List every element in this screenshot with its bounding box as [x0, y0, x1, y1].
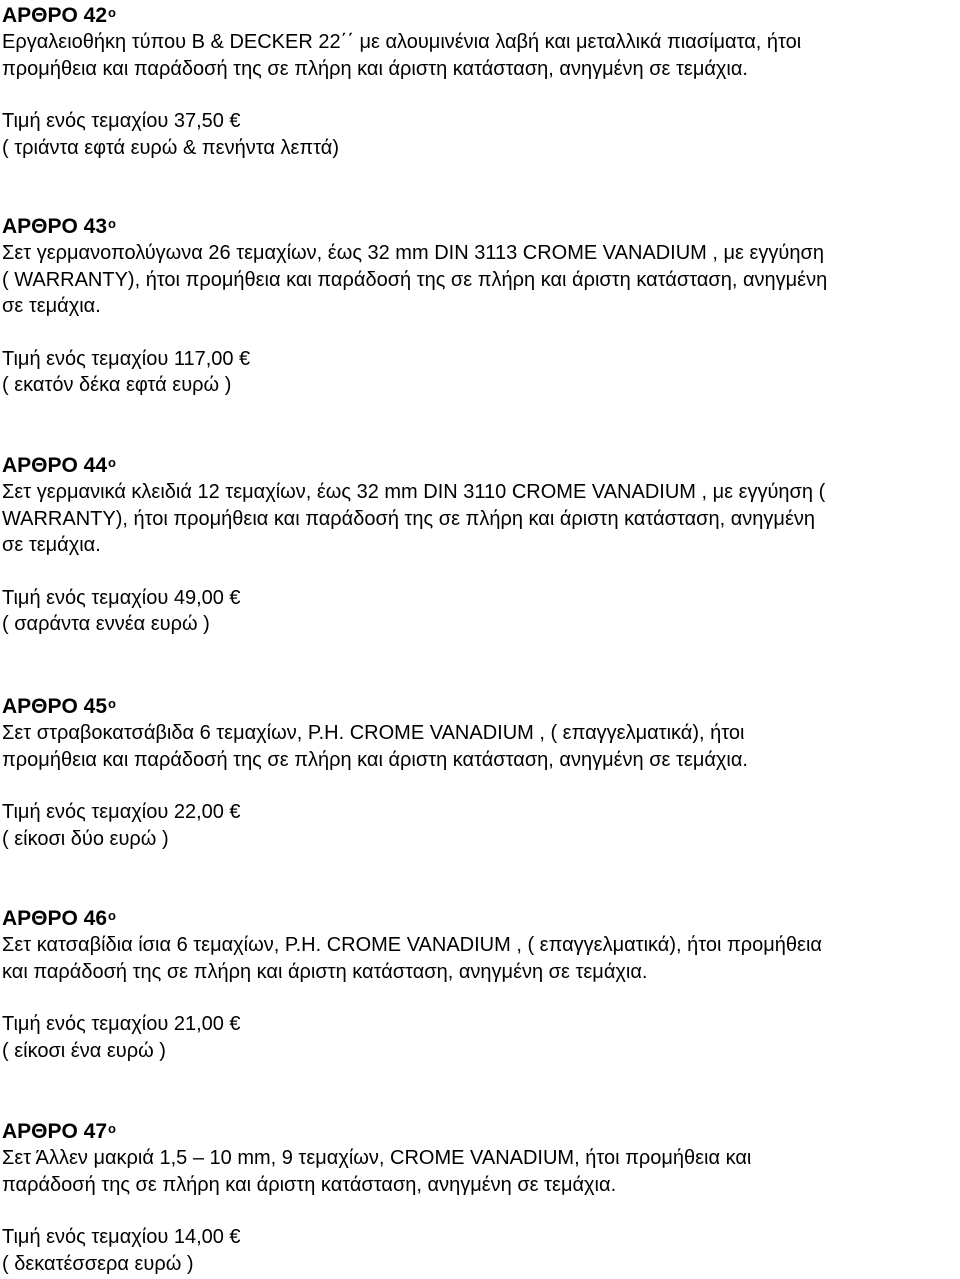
article-title: ΑΡΘΡΟ 45: [2, 695, 108, 718]
article-title: ΑΡΘΡΟ 43: [2, 215, 108, 238]
price-in-words: ( εκατόν δέκα εφτά ευρώ ): [2, 374, 232, 396]
price-block: [2, 799, 958, 852]
price-block: [2, 346, 958, 399]
unit-price: Τιμή ενός τεμαχίου 14,00 €: [2, 1226, 241, 1248]
article-description: [2, 720, 958, 773]
price-block: [2, 585, 958, 638]
unit-price: Τιμή ενός τεμαχίου 117,00 €: [2, 347, 251, 370]
article-title: ΑΡΘΡΟ 44: [2, 454, 108, 477]
price-in-words: ( είκοσι δύο ευρώ ): [2, 827, 169, 850]
article-description: [2, 240, 958, 320]
article-44: [2, 452, 958, 638]
description-line: προμήθεια και παράδοσή της σε πλήρη και άριστη κατάσταση, ανηγμένη σε τεμάχια.: [2, 748, 748, 771]
description-line: WARRANTY), ήτοι προμήθεια και παράδοσή της σε πλήρη και άριστη κατάσταση, ανηγμένη: [2, 507, 815, 530]
description-line: σε τεμάχια.: [2, 534, 101, 556]
article-45: [2, 693, 958, 852]
article-ordinal: ο: [108, 5, 116, 20]
article-heading: [2, 693, 958, 720]
article-heading: [2, 2, 958, 29]
unit-price: Τιμή ενός τεμαχίου 49,00 €: [2, 586, 241, 609]
article-description: [2, 29, 958, 82]
description-line: Σετ γερμανικά κλειδιά 12 τεμαχίων, έως 32 mm DIN 3110 CROME VANADIUM , με εγγύηση (: [2, 481, 826, 503]
article-heading: [2, 905, 958, 932]
article-ordinal: ο: [108, 455, 116, 470]
description-line: Σετ κατσαβίδια ίσια 6 τεμαχίων, P.H. CROME VANADIUM , ( επαγγελματικά), ήτοι προμήθεια: [2, 934, 822, 956]
price-block: [2, 1224, 958, 1277]
price-in-words: ( είκοσι ένα ευρώ ): [2, 1039, 166, 1062]
description-line: Εργαλειοθήκη τύπου B & DECKER 22΄΄ με αλουμινένια λαβή και μεταλλικά πιασίματα, ήτοι: [2, 31, 802, 53]
description-line: ( WARRANTY), ήτοι προμήθεια και παράδοσή της σε πλήρη και άριστη κατάσταση, ανηγμένη: [2, 268, 828, 291]
article-ordinal: ο: [108, 908, 116, 923]
price-block: [2, 108, 958, 161]
price-in-words: ( δεκατέσσερα ευρώ ): [2, 1252, 194, 1275]
article-43: [2, 213, 958, 399]
article-description: [2, 932, 958, 985]
price-in-words: ( σαράντα εννέα ευρώ ): [2, 613, 210, 635]
description-line: παράδοσή της σε πλήρη και άριστη κατάσταση, ανηγμένη σε τεμάχια.: [2, 1173, 617, 1196]
description-line: Σετ γερμανοπολύγωνα 26 τεμαχίων, έως 32 mm DIN 3113 CROME VANADIUM , με εγγύηση: [2, 242, 824, 264]
article-ordinal: ο: [108, 1121, 116, 1136]
article-description: [2, 479, 958, 559]
price-block: [2, 1011, 958, 1064]
article-title: ΑΡΘΡΟ 42: [2, 4, 108, 27]
description-line: και παράδοσή της σε πλήρη και άριστη κατάσταση, ανηγμένη σε τεμάχια.: [2, 960, 648, 983]
unit-price: Τιμή ενός τεμαχίου 37,50 €: [2, 110, 241, 132]
description-line: Σετ Άλλεν μακριά 1,5 – 10 mm, 9 τεμαχίων, CROME VANADIUM, ήτοι προμήθεια και: [2, 1147, 752, 1169]
article-heading: [2, 213, 958, 240]
article-description: [2, 1145, 958, 1198]
article-heading: [2, 1118, 958, 1145]
article-title: ΑΡΘΡΟ 47: [2, 1120, 108, 1143]
description-line: σε τεμάχια.: [2, 295, 101, 317]
article-46: [2, 905, 958, 1064]
article-42: [2, 2, 958, 161]
article-ordinal: ο: [108, 216, 116, 231]
unit-price: Τιμή ενός τεμαχίου 22,00 €: [2, 801, 241, 823]
article-ordinal: ο: [108, 696, 116, 711]
unit-price: Τιμή ενός τεμαχίου 21,00 €: [2, 1013, 241, 1035]
description-line: προμήθεια και παράδοσή της σε πλήρη και άριστη κατάσταση, ανηγμένη σε τεμάχια.: [2, 57, 748, 80]
article-47: [2, 1118, 958, 1277]
price-in-words: ( τριάντα εφτά ευρώ & πενήντα λεπτά): [2, 136, 340, 159]
description-line: Σετ στραβοκατσάβιδα 6 τεμαχίων, P.H. CROME VANADIUM , ( επαγγελματικά), ήτοι: [2, 722, 745, 744]
article-heading: [2, 452, 958, 479]
article-title: ΑΡΘΡΟ 46: [2, 907, 108, 930]
